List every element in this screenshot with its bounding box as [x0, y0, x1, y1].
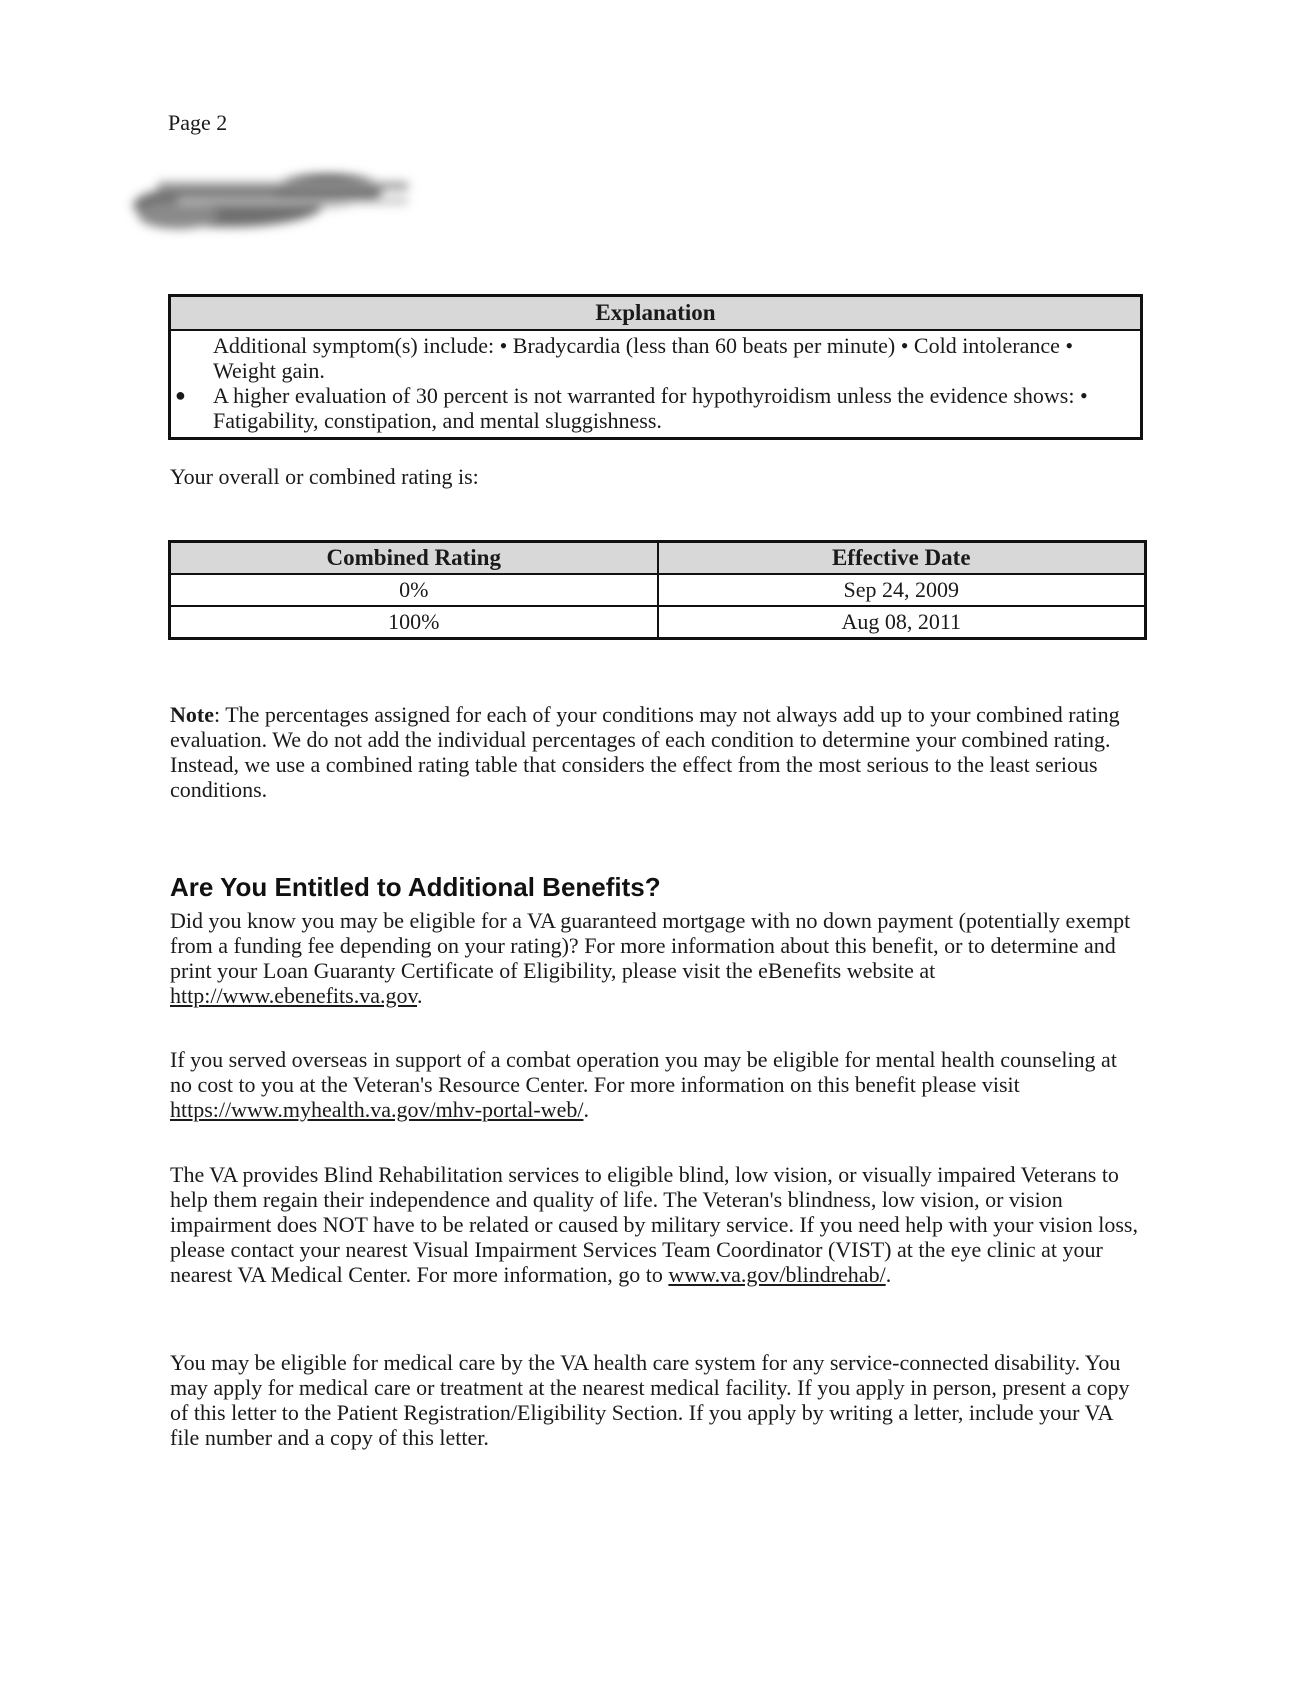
explanation-header: Explanation [171, 297, 1140, 331]
blind-rehab-end: . [885, 1262, 892, 1287]
table-row [170, 574, 1146, 606]
note-paragraph [170, 702, 1120, 802]
counseling-end: . [583, 1097, 589, 1122]
effective-date-cell: Aug 08, 2011 [658, 606, 1146, 639]
combined-rating-intro: Your overall or combined rating is: [170, 464, 479, 489]
explanation-higher-evaluation-text: A higher evaluation of 30 percent is not warranted for hypothyroidism unless the evidence shows: • Fatigability, constipation, and mental sluggishness. [213, 383, 1088, 433]
additional-benefits-heading: Are You Entitled to Additional Benefits? [170, 872, 661, 902]
table-header-row [170, 542, 1146, 575]
mortgage-paragraph [170, 908, 1140, 1008]
redacted-signature-image [118, 160, 448, 245]
blindrehab-link[interactable]: www.va.gov/blindrehab/ [668, 1262, 886, 1287]
explanation-table [168, 294, 1143, 440]
combined-rating-table [168, 540, 1147, 640]
note-text: : The percentages assigned for each of your conditions may not always add up to your combined rating evaluation. We do not add the individual percentages of each condition to determine your combined rating. Instead, we use a combined rating table that considers the effect from the most serious to the least serious conditions. [170, 702, 1120, 802]
rating-cell: 100% [170, 606, 658, 639]
ebenefits-link[interactable]: http://www.ebenefits.va.gov [170, 983, 418, 1008]
medical-care-paragraph: You may be eligible for medical care by the VA health care system for any service-connected disability. You may apply for medical care or treatment at the nearest medical facility. If you apply in person, present a copy of this letter to the Patient Registration/Eligibility Section. If you apply by writing a letter, include your VA file number and a copy of this letter. [170, 1350, 1130, 1450]
explanation-body [171, 331, 1140, 437]
explanation-higher-evaluation [175, 383, 1120, 433]
page-number: Page 2 [168, 110, 228, 135]
myhealth-link[interactable]: https://www.myhealth.va.gov/mhv-portal-web/ [170, 1097, 584, 1122]
table-row [170, 606, 1146, 639]
blind-rehab-text: The VA provides Blind Rehabilitation services to eligible blind, low vision, or visually impaired Veterans to help them regain their independence and quality of life. The Veteran's blindness, low vision, or vision impairment does NOT have to be related or caused by military service. If you need help with your vision loss, please contact your nearest Visual Impairment Services Team Coordinator (VIST) at the eye clinic at your nearest VA Medical Center. For more information, go to [170, 1162, 1138, 1287]
column-header-combined-rating: Combined Rating [170, 542, 658, 575]
counseling-paragraph [170, 1047, 1140, 1122]
mortgage-end: . [417, 983, 423, 1008]
column-header-effective-date: Effective Date [658, 542, 1146, 575]
note-label: Note [170, 702, 214, 727]
explanation-symptoms-text: Additional symptom(s) include: • Bradycardia (less than 60 beats per minute) • Cold intolerance • Weight gain. [213, 333, 1074, 383]
rating-cell: 0% [170, 574, 658, 606]
blind-rehab-paragraph [170, 1162, 1140, 1287]
counseling-text: If you served overseas in support of a combat operation you may be eligible for mental health counseling at no cost to you at the Veteran's Resource Center. For more information on this benefit please visit [170, 1047, 1117, 1097]
bullet-icon: ● [175, 385, 186, 405]
mortgage-text: Did you know you may be eligible for a VA guaranteed mortgage with no down payment (potentially exempt from a funding fee depending on your rating)? For more information about this benefit, or to determine and print your Loan Guaranty Certificate of Eligibility, please visit the eBenefits website at [170, 908, 1131, 983]
effective-date-cell: Sep 24, 2009 [658, 574, 1146, 606]
